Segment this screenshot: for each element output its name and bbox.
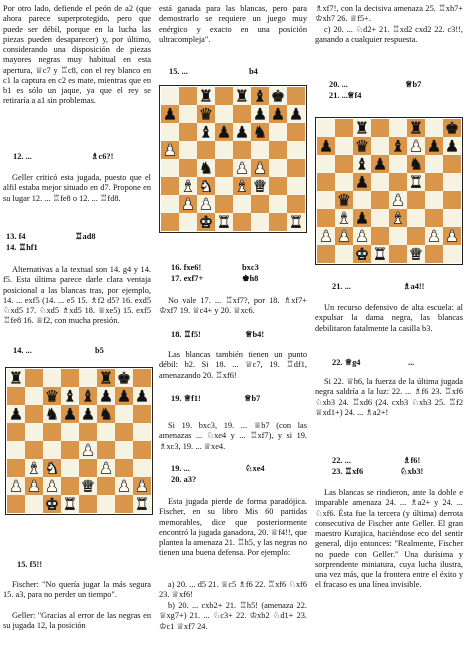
- board-square: [25, 387, 43, 405]
- board-square: [133, 441, 151, 459]
- board-square: [61, 441, 79, 459]
- black-queen-icon: ♛: [336, 190, 352, 210]
- black-pawn-icon: ♟: [318, 136, 334, 156]
- board-square: [389, 155, 407, 173]
- board-square: [133, 423, 151, 441]
- board-square: [287, 195, 305, 213]
- board-square: [7, 423, 25, 441]
- board-square: [215, 105, 233, 123]
- black-bishop-icon: ♝: [354, 154, 370, 174]
- board-square: [7, 459, 25, 477]
- paragraph: Por otro lado, defiende el peón de a2 (que ahora parece superprotegido, pero que puede ser débil, porque en la lucha las piezas pueden desaparecer) y, por último, considerando una disposición de piezas mayores negras muy habitual en esta apertura, ♕c7 y ♖c8, con el rey blanco en c1 la captura en c2 es mate, mientras que en b1 es sólo un jaque, ya que el rey se retiraría a a1 sin problemas.: [3, 4, 151, 106]
- white-pawn-icon: ♟: [198, 194, 214, 214]
- paragraph: Las blancas se rindieron, ante la doble e imparable amenaza 24. ... ♗a2+ y 24. ... ♘xf6. Ésta fue la tercera (y última) derrota consecutiva de Fischer ante Geller. El gran maestro Kurajica, haciéndose eco del sentir general, dijo entonces: "Realmente, Fischer no puede con Geller." Una durísima y sorprendente miniatura, cuya lucha ilustra, una vez más, que la frontera entre el éxito y el fracaso es una línea invisible.: [315, 488, 463, 590]
- white-pawn-icon: ♟: [234, 158, 250, 178]
- black-pawn-icon: ♟: [216, 122, 232, 142]
- board-square: [97, 441, 115, 459]
- board-square: [353, 191, 371, 209]
- white-pawn-icon: ♟: [8, 476, 24, 496]
- board-square: [335, 245, 353, 263]
- white-pawn-icon: ♟: [426, 226, 442, 246]
- board-square: [317, 173, 335, 191]
- board-square: [61, 369, 79, 387]
- board-square: [61, 477, 79, 495]
- white-rook-icon: ♜: [372, 244, 388, 264]
- board-square: [79, 369, 97, 387]
- paragraph: Geller criticó esta jugada, puesto que el alfil estaba mejor situado en d7. Propone en su lugar 12. ... ♖fe8 o 12. ... ♖fd8.: [3, 173, 151, 203]
- black-pawn-icon: ♟: [426, 136, 442, 156]
- board-square: [251, 213, 269, 231]
- black-bishop-icon: ♝: [62, 386, 78, 406]
- board-square: [161, 195, 179, 213]
- white-pawn-icon: ♟: [354, 226, 370, 246]
- board-square: [79, 459, 97, 477]
- white-king-icon: ♚: [198, 212, 214, 232]
- board-square: [251, 195, 269, 213]
- white-pawn-icon: ♟: [80, 440, 96, 460]
- board-square: [7, 495, 25, 513]
- board-square: [79, 423, 97, 441]
- white-pawn-icon: ♟: [134, 476, 150, 496]
- board-square: [389, 227, 407, 245]
- board-square: [79, 495, 97, 513]
- board-square: [161, 123, 179, 141]
- board-square: [425, 191, 443, 209]
- board-square: [251, 141, 269, 159]
- board-square: [43, 423, 61, 441]
- black-rook-icon: ♜: [98, 368, 114, 388]
- black-knight-icon: ♞: [98, 404, 114, 424]
- board-svg: [315, 117, 463, 265]
- board-square: [425, 119, 443, 137]
- paragraph: Fischer: "No quería jugar la más segura 15. a3, para no perder un tiempo".: [3, 580, 151, 600]
- white-pawn-icon: ♟: [44, 476, 60, 496]
- board-square: [25, 495, 43, 513]
- board-square: [179, 105, 197, 123]
- board-square: [25, 423, 43, 441]
- board-square: [443, 191, 461, 209]
- board-square: [25, 441, 43, 459]
- black-king-icon: ♚: [116, 368, 132, 388]
- board-square: [7, 441, 25, 459]
- board-square: [335, 173, 353, 191]
- white-rook-icon: ♜: [288, 212, 304, 232]
- board-square: [179, 87, 197, 105]
- board-square: [389, 119, 407, 137]
- board-square: [443, 245, 461, 263]
- board-square: [425, 155, 443, 173]
- white-pawn-icon: ♟: [116, 476, 132, 496]
- board-square: [287, 123, 305, 141]
- white-bishop-icon: ♝: [26, 458, 42, 478]
- paragraph: Un recurso defensivo de alta escuela: al expulsar la dama negra, las blancas debilitaron fatalmente la casilla b3.: [315, 303, 463, 333]
- black-pawn-icon: ♟: [354, 208, 370, 228]
- board-square: [269, 213, 287, 231]
- board-square: [425, 173, 443, 191]
- board-square: [133, 459, 151, 477]
- board-square: [133, 405, 151, 423]
- board-square: [97, 495, 115, 513]
- board-square: [215, 159, 233, 177]
- black-knight-icon: ♞: [408, 154, 424, 174]
- white-rook-icon: ♜: [62, 494, 78, 514]
- board-square: [215, 195, 233, 213]
- board-square: [25, 405, 43, 423]
- board-square: [335, 155, 353, 173]
- black-knight-icon: ♞: [252, 122, 268, 142]
- board-square: [371, 173, 389, 191]
- white-queen-icon: ♛: [80, 476, 96, 496]
- black-queen-icon: ♛: [354, 136, 370, 156]
- board-square: [407, 227, 425, 245]
- white-king-icon: ♚: [44, 494, 60, 514]
- black-pawn-icon: ♟: [134, 386, 150, 406]
- paragraph: c) 20. ... ♘d2+ 21. ♖xd2 cxd2 22. c3!!, ganando a cualquier respuesta.: [315, 25, 463, 45]
- board-square: [287, 159, 305, 177]
- black-bishop-icon: ♝: [198, 122, 214, 142]
- board-square: [161, 177, 179, 195]
- board-square: [425, 245, 443, 263]
- board-square: [287, 177, 305, 195]
- board-square: [179, 159, 197, 177]
- paragraph: está ganada para las blancas, pero para demostrarlo se requiere un juego muy enérgico y exacto en una posición ultracompleja".: [159, 4, 307, 44]
- white-rook-icon: ♜: [216, 212, 232, 232]
- black-pawn-icon: ♟: [234, 122, 250, 142]
- board-square: [43, 369, 61, 387]
- board-square: [179, 213, 197, 231]
- black-pawn-icon: ♟: [116, 386, 132, 406]
- paragraph: a) 20. ... d5 21. ♕c5 ♗f6 22. ♖xf6 ♘xf6 23. ♕xf6!: [159, 580, 307, 600]
- paragraph: Si 19. bxc3, 19. ... ♕b7 (con las amenazas ... ♘xe4 y ... ♖xf7), y si 19. ♗xc3, 19. ... ♕xe4.: [159, 421, 307, 451]
- board-square: [317, 155, 335, 173]
- board-square: [97, 423, 115, 441]
- board-square: [269, 195, 287, 213]
- chess-board: [5, 367, 153, 515]
- board-square: [371, 191, 389, 209]
- board-square: [269, 123, 287, 141]
- black-rook-icon: ♜: [234, 86, 250, 106]
- black-pawn-icon: ♟: [162, 104, 178, 124]
- white-pawn-icon: ♟: [390, 190, 406, 210]
- black-bishop-icon: ♝: [80, 386, 96, 406]
- paragraph: ♗xf7!, con la decisiva amenaza 25. ♖xh7+ ♔xh7 26. ♕f5+.: [315, 4, 463, 24]
- black-pawn-icon: ♟: [98, 386, 114, 406]
- board-square: [233, 105, 251, 123]
- white-pawn-icon: ♟: [408, 136, 424, 156]
- board-square: [115, 459, 133, 477]
- black-pawn-icon: ♟: [288, 104, 304, 124]
- paragraph: b) 20. ... cxb2+ 21. ♖h5! (amenaza 22. ♕xg7+) 21. ... ♘c3+ 22. ♔xb2 ♘d1+ 23. ♔c1 ♕xf7 24.: [159, 601, 307, 631]
- white-pawn-icon: ♟: [98, 458, 114, 478]
- board-square: [389, 245, 407, 263]
- board-square: [61, 459, 79, 477]
- white-pawn-icon: ♟: [444, 226, 460, 246]
- board-square: [269, 177, 287, 195]
- black-pawn-icon: ♟: [372, 154, 388, 174]
- white-pawn-icon: ♟: [336, 226, 352, 246]
- white-queen-icon: ♛: [408, 244, 424, 264]
- board-square: [443, 173, 461, 191]
- white-king-icon: ♚: [354, 244, 370, 264]
- black-rook-icon: ♜: [354, 118, 370, 138]
- board-square: [317, 119, 335, 137]
- white-bishop-icon: ♝: [336, 208, 352, 228]
- black-pawn-icon: ♟: [444, 136, 460, 156]
- white-pawn-icon: ♟: [162, 140, 178, 160]
- white-bishop-icon: ♝: [390, 208, 406, 228]
- black-pawn-icon: ♟: [252, 104, 268, 124]
- board-square: [335, 137, 353, 155]
- board-square: [389, 173, 407, 191]
- board-square: [215, 177, 233, 195]
- board-square: [115, 441, 133, 459]
- board-square: [407, 191, 425, 209]
- board-square: [43, 441, 61, 459]
- board-square: [61, 423, 79, 441]
- paragraph: Esta jugada pierde de forma paradójica. Fischer, en su libro Mis 60 partidas memorables, dice que posteriormente encontró la jugada ganadora, 20. ♕f4!!, que plantea la amenaza 21. ♖h5, y las negras no tienen una buena defensa. Por ejemplo:: [159, 497, 307, 558]
- board-square: [7, 387, 25, 405]
- white-knight-icon: ♞: [44, 458, 60, 478]
- white-bishop-icon: ♝: [180, 176, 196, 196]
- board-square: [371, 119, 389, 137]
- white-queen-icon: ♛: [252, 176, 268, 196]
- board-svg: [5, 367, 153, 515]
- white-pawn-icon: ♟: [26, 476, 42, 496]
- board-square: [233, 213, 251, 231]
- black-rook-icon: ♜: [408, 118, 424, 138]
- paragraph: Si 22. ♕h6, la fuerza de la última jugada negra saldría a la luz: 22. ... ♗f6 23. ♖xf6 ♘xb3 24. ♖xd6 (24. cxb3 ♘xb3 25. ♖f2 ♕xd1+) 24. ... ♗a2+!: [315, 377, 463, 417]
- board-square: [407, 209, 425, 227]
- black-rook-icon: ♜: [198, 86, 214, 106]
- paragraph: Las blancas también tienen un punto débil: b2. Si 18. ... ♕c7, 19. ♖df1, amenazando 20. ♖xf6!: [159, 350, 307, 380]
- black-pawn-icon: ♟: [354, 172, 370, 192]
- board-square: [233, 141, 251, 159]
- black-pawn-icon: ♟: [80, 404, 96, 424]
- board-square: [197, 141, 215, 159]
- black-king-icon: ♚: [270, 86, 286, 106]
- white-pawn-icon: ♟: [180, 194, 196, 214]
- black-knight-icon: ♞: [198, 158, 214, 178]
- paragraph: No vale 17. ... ♖xf7?, por 18. ♗xf7+ ♔xf7 19. ♕c4+ y 20. ♕xc6.: [159, 296, 307, 316]
- board-square: [287, 141, 305, 159]
- black-pawn-icon: ♟: [62, 404, 78, 424]
- board-square: [179, 141, 197, 159]
- board-square: [115, 495, 133, 513]
- board-square: [443, 155, 461, 173]
- board-square: [425, 209, 443, 227]
- board-square: [317, 191, 335, 209]
- board-square: [215, 141, 233, 159]
- board-square: [317, 209, 335, 227]
- white-bishop-icon: ♝: [234, 176, 250, 196]
- black-bishop-icon: ♝: [252, 86, 268, 106]
- board-square: [97, 477, 115, 495]
- board-square: [317, 245, 335, 263]
- black-king-icon: ♚: [444, 118, 460, 138]
- board-square: [115, 423, 133, 441]
- black-rook-icon: ♜: [8, 368, 24, 388]
- paragraph: Alternativas a la textual son 14. g4 y 14. f5. Esta última parece darle clara ventaja posicional a las blancas tras, por ejemplo, 14. ... exf5 (14. ... e5 15. ♗f2 d5? 16. exd5 ♘xd5 17. ♘xd5 ♗xd5 18. ♕xe5) 15. exf5 ♖fe8 16. ♕f2, con mucha presión.: [3, 265, 151, 326]
- black-queen-icon: ♛: [44, 386, 60, 406]
- board-square: [161, 213, 179, 231]
- board-square: [133, 369, 151, 387]
- paragraph: Geller: "Gracias al error de las negras en su jugada 12, la posición: [3, 611, 151, 631]
- board-square: [287, 87, 305, 105]
- black-pawn-icon: ♟: [8, 404, 24, 424]
- board-square: [443, 209, 461, 227]
- board-square: [233, 195, 251, 213]
- white-rook-icon: ♜: [134, 494, 150, 514]
- black-bishop-icon: ♝: [390, 136, 406, 156]
- black-pawn-icon: ♟: [270, 104, 286, 124]
- board-square: [269, 159, 287, 177]
- chess-board: [315, 117, 463, 265]
- board-square: [179, 123, 197, 141]
- board-square: [161, 159, 179, 177]
- board-square: [371, 137, 389, 155]
- board-square: [25, 369, 43, 387]
- white-pawn-icon: ♟: [252, 158, 268, 178]
- black-knight-icon: ♞: [44, 404, 60, 424]
- board-square: [115, 405, 133, 423]
- board-square: [161, 87, 179, 105]
- chess-board: [159, 85, 307, 233]
- board-square: [371, 227, 389, 245]
- white-pawn-icon: ♟: [318, 226, 334, 246]
- white-knight-icon: ♞: [198, 176, 214, 196]
- board-square: [215, 87, 233, 105]
- board-square: [335, 119, 353, 137]
- board-square: [371, 209, 389, 227]
- board-svg: [159, 85, 307, 233]
- white-rook-icon: ♜: [408, 172, 424, 192]
- black-queen-icon: ♛: [198, 104, 214, 124]
- board-square: [269, 141, 287, 159]
